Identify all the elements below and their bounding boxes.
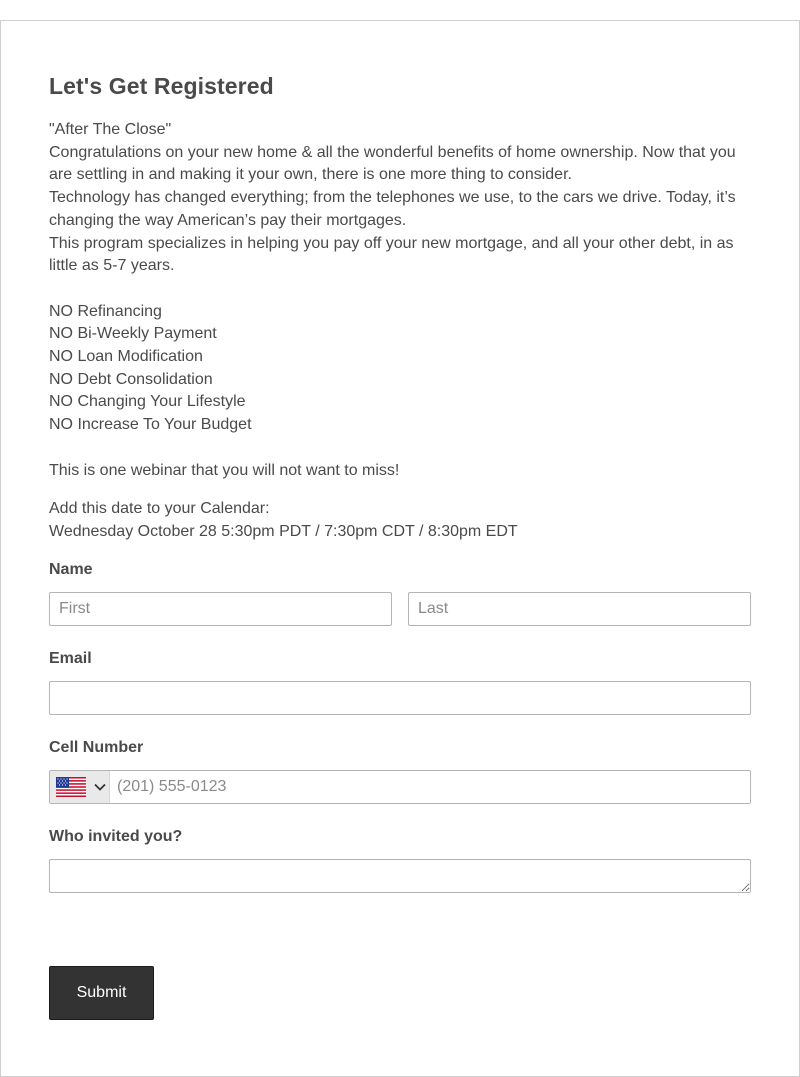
- description-line: changing the way American’s pay their mortgages.: [49, 211, 407, 229]
- email-field-group: [49, 649, 751, 715]
- last-name-input[interactable]: [408, 592, 751, 626]
- no-list-item: NO Loan Modification: [49, 348, 203, 366]
- invited-label: Who invited you?: [49, 827, 183, 845]
- form-title: Let's Get Registered: [49, 73, 274, 99]
- description-line: "After The Close": [49, 121, 172, 138]
- webinar-line: This is one webinar that you will not want to miss!: [49, 461, 400, 479]
- who-invited-textarea[interactable]: [49, 859, 751, 893]
- description-line: This program specializes in helping you pay off your new mortgage, and all your other debt, in as: [49, 234, 734, 252]
- spacer: [49, 278, 751, 301]
- name-field-group: [49, 560, 751, 626]
- invited-field-group: [49, 827, 751, 893]
- description-line: are settling in and making it your own, there is one more thing to consider.: [49, 166, 572, 184]
- phone-input-wrapper: [49, 770, 751, 804]
- date-line: Wednesday October 28 5:30pm PDT / 7:30pm CDT / 8:30pm EDT: [49, 522, 518, 540]
- no-list-item: NO Bi-Weekly Payment: [49, 325, 217, 343]
- spacer: [49, 482, 751, 498]
- name-row: [49, 592, 751, 626]
- us-flag-icon: [56, 777, 86, 797]
- calendar-line: Add this date to your Calendar:: [49, 500, 270, 518]
- country-select[interactable]: [50, 771, 110, 803]
- email-input[interactable]: [49, 681, 751, 715]
- no-list-item: NO Refinancing: [49, 302, 162, 320]
- submit-button[interactable]: Submit: [49, 966, 154, 1020]
- cell-number-input[interactable]: [110, 771, 750, 803]
- form-description: [49, 119, 751, 544]
- description-line: Congratulations on your new home & all the wonderful benefits of home ownership. Now that you: [49, 143, 736, 161]
- name-label: Name: [49, 560, 93, 578]
- no-list-item: NO Changing Your Lifestyle: [49, 393, 246, 411]
- cell-label: Cell Number: [49, 738, 144, 756]
- cell-field-group: [49, 738, 751, 804]
- no-list-item: NO Increase To Your Budget: [49, 416, 252, 434]
- description-line: little as 5-7 years.: [49, 257, 175, 275]
- description-line: Technology has changed everything; from the telephones we use, to the cars we drive. Today, it’s: [49, 189, 736, 207]
- first-name-input[interactable]: [49, 592, 392, 626]
- chevron-down-icon: [94, 783, 106, 791]
- email-label: Email: [49, 649, 92, 667]
- spacer: [49, 437, 751, 460]
- registration-card: [0, 20, 800, 1077]
- registration-form: [49, 71, 751, 893]
- no-list-item: NO Debt Consolidation: [49, 370, 213, 388]
